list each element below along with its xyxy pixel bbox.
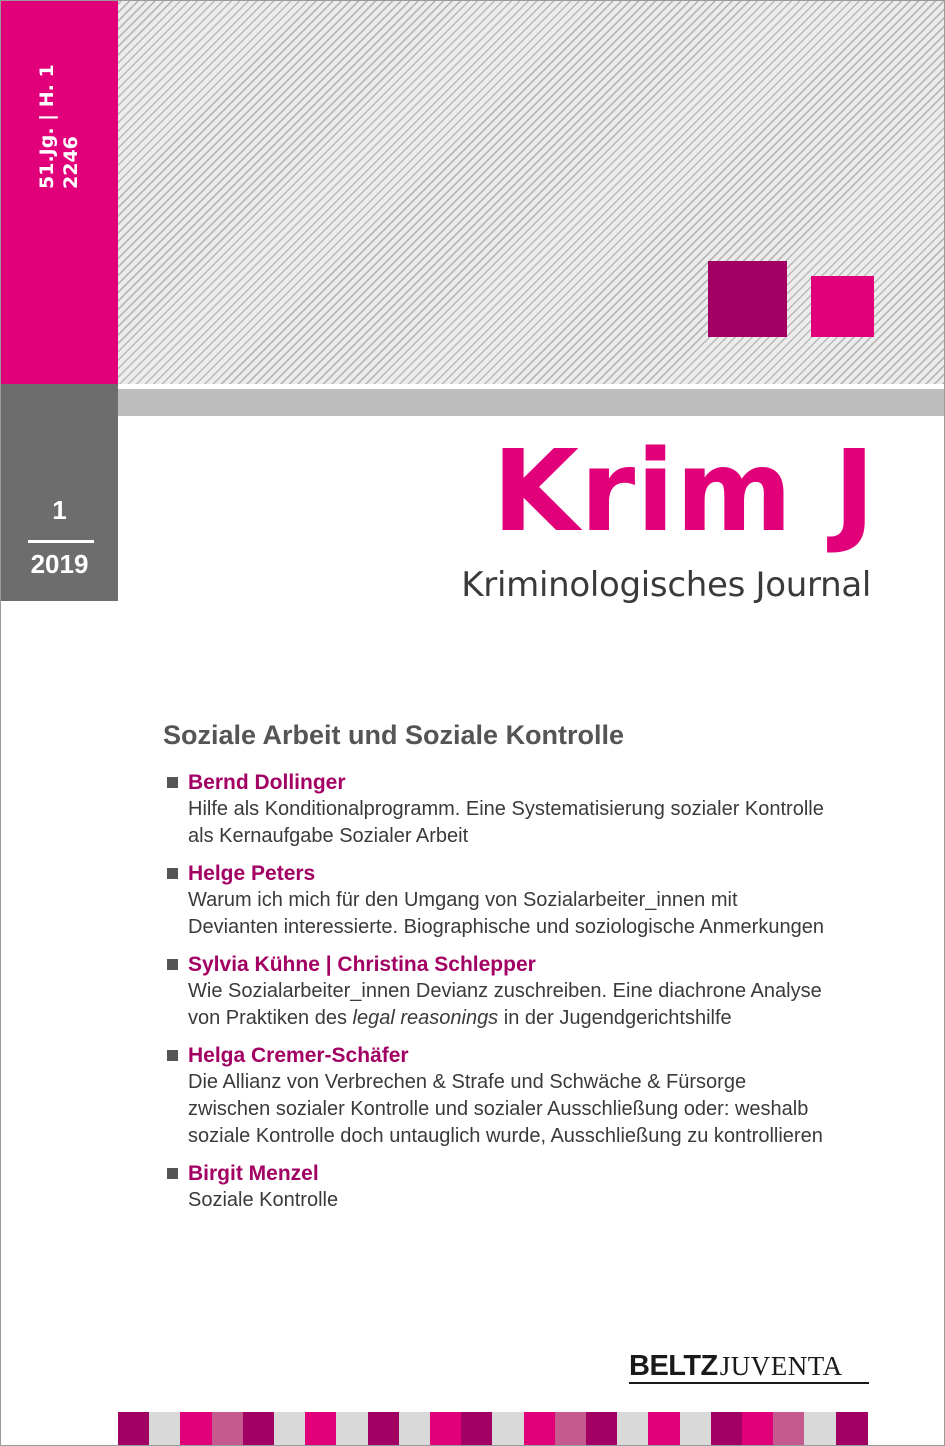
color-strip-block (586, 1412, 618, 1445)
issue-divider (28, 540, 94, 543)
toc-author: Sylvia Kühne | Christina Schlepper (188, 953, 536, 976)
toc-title-line: soziale Kontrolle doch untauglich wurde, Ausschließung zu kontrollieren (188, 1125, 823, 1147)
journal-logo: Krim J (492, 427, 876, 557)
toc-title-line: Warum ich mich für den Umgang von Sozialarbeiter_innen mit (188, 889, 738, 911)
toc-title-line: Die Allianz von Verbrechen & Strafe und Schwäche & Fürsorge (188, 1071, 747, 1093)
toc-title-line: als Kernaufgabe Sozialer Arbeit (188, 825, 469, 847)
spine-panel (1, 1, 118, 384)
bullet-square-icon (167, 1050, 178, 1061)
color-strip-block (180, 1412, 212, 1445)
toc-entry (163, 860, 903, 941)
color-strip-block (524, 1412, 556, 1445)
color-strip-block (555, 1412, 587, 1445)
color-strip-block (742, 1412, 774, 1445)
decorative-square-light (811, 276, 874, 337)
toc-author: Helge Peters (188, 862, 316, 885)
toc-author: Birgit Menzel (188, 1162, 319, 1185)
toc-entry (163, 1042, 903, 1150)
color-strip-block (149, 1412, 181, 1445)
color-strip-block (617, 1412, 649, 1445)
toc-author: Bernd Dollinger (188, 771, 346, 794)
publisher-name-part2: JUVENTA (719, 1351, 843, 1381)
toc-entry (163, 769, 903, 850)
publisher-name-part1: BELTZ (629, 1350, 718, 1382)
color-strip-block (399, 1412, 431, 1445)
toc-entry (163, 951, 903, 1032)
toc-title-line: Soziale Kontrolle (188, 1189, 339, 1211)
toc-title-line (188, 1005, 903, 1032)
issn-number: 2246 (60, 136, 82, 189)
color-strip-block (118, 1412, 150, 1445)
color-strip-block (711, 1412, 743, 1445)
toc-title-line: Devianten interessierte. Biographische und soziologische Anmerkungen (188, 916, 824, 938)
toc-title-line: Hilfe als Konditionalprogramm. Eine Systematisierung sozialer Kontrolle (188, 798, 824, 820)
color-strip-block (243, 1412, 275, 1445)
gray-band (118, 389, 944, 416)
color-strip-block (461, 1412, 493, 1445)
color-strip-block (430, 1412, 462, 1445)
issue-year: 2019 (30, 549, 89, 579)
toc-author: Helga Cremer-Schäfer (188, 1044, 409, 1067)
color-strip-block (305, 1412, 337, 1445)
journal-title: Kriminologisches Journal (461, 565, 871, 605)
color-strip (1, 1412, 944, 1445)
issue-number: 1 (52, 495, 67, 525)
spine-text (35, 64, 83, 189)
publisher-logo (629, 1348, 869, 1384)
color-strip-block (336, 1412, 368, 1445)
volume-issue: 51.Jg. | H. 1 (36, 64, 58, 189)
bullet-square-icon (167, 777, 178, 788)
color-strip-block (492, 1412, 524, 1445)
color-strip-block (648, 1412, 680, 1445)
toc-title-text: in der Jugendgerichtshilfe (498, 1007, 732, 1029)
issue-theme: Soziale Arbeit und Soziale Kontrolle (163, 720, 625, 750)
toc-title-line: Wie Sozialarbeiter_innen Devianz zuschreiben. Eine diachrone Analyse (188, 980, 822, 1002)
toc-title-text: von Praktiken des (188, 1007, 353, 1029)
color-strip-block (836, 1412, 868, 1445)
color-strip-block (274, 1412, 306, 1445)
toc-title-italic: legal reasonings (352, 1007, 499, 1029)
toc-title-line: zwischen sozialer Kontrolle und sozialer Ausschließung oder: weshalb (188, 1098, 809, 1120)
toc-entry (163, 1160, 903, 1214)
bullet-square-icon (167, 1168, 178, 1179)
table-of-contents (163, 769, 903, 1224)
color-strip-block (212, 1412, 244, 1445)
color-strip-block (804, 1412, 836, 1445)
color-strip-block (773, 1412, 805, 1445)
color-strip-block (680, 1412, 712, 1445)
color-strip-block (368, 1412, 400, 1445)
bullet-square-icon (167, 959, 178, 970)
decorative-square-dark (708, 261, 787, 337)
bullet-square-icon (167, 868, 178, 879)
